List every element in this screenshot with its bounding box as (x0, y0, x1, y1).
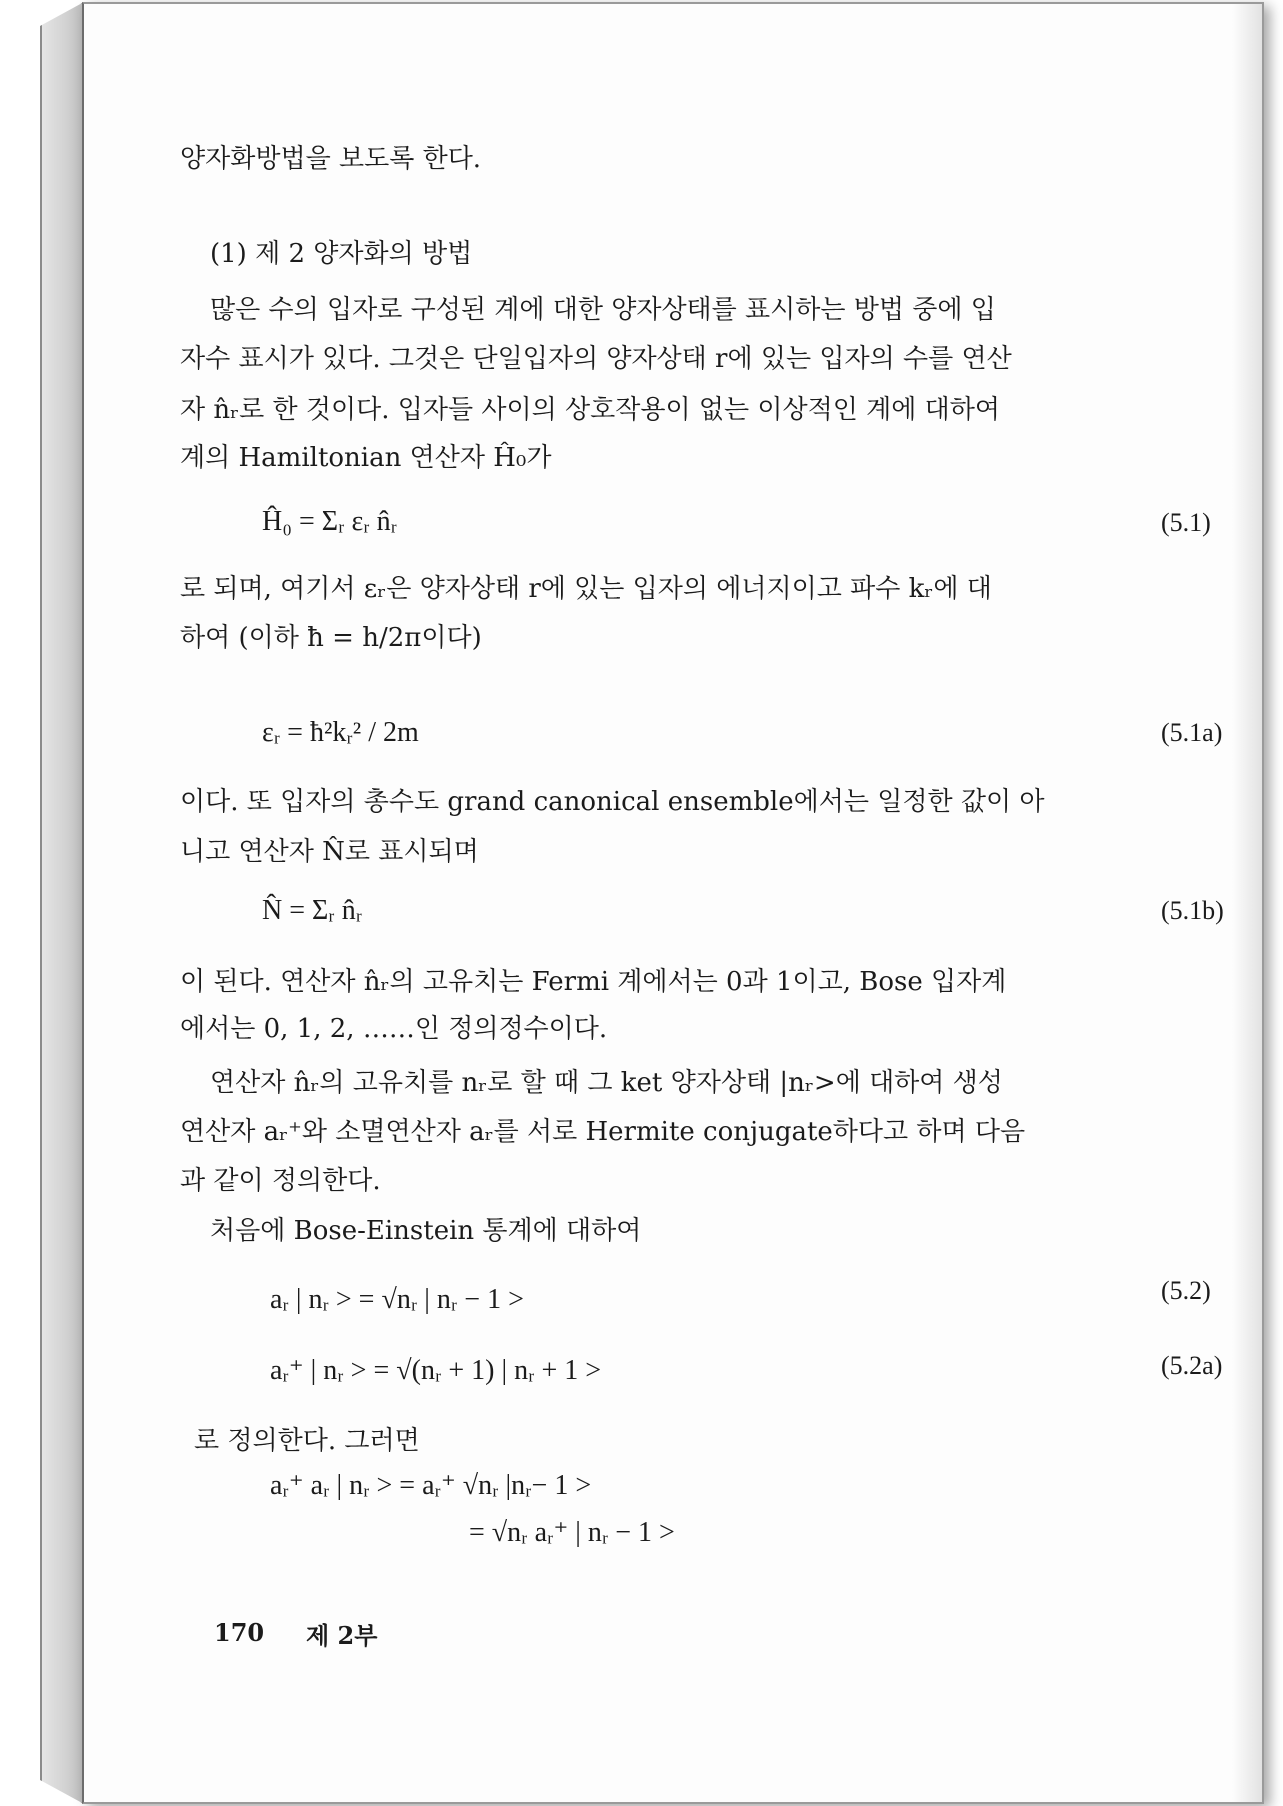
equation: aᵣ | nᵣ > = √nᵣ | nᵣ − 1 > (270, 1284, 524, 1315)
text-line: 로 되며, 여기서 εᵣ은 양자상태 r에 있는 입자의 에너지이고 파수 kᵣ에 대 (180, 574, 992, 604)
text-line: 이다. 또 입자의 총수도 grand canonical ensemble에서는 일정한 값이 아 (180, 787, 1045, 817)
text-line: 과 같이 정의한다. (180, 1166, 381, 1196)
page-sheet (82, 2, 1264, 1804)
text-line: 많은 수의 입자로 구성된 계에 대한 양자상태를 표시하는 방법 중에 입 (210, 295, 996, 325)
equation: N̂ = Σᵣ n̂ᵣ (262, 895, 363, 926)
equation-number: (5.1) (1161, 508, 1211, 537)
equation: aᵣ⁺ aᵣ | nᵣ > = aᵣ⁺ √nᵣ |nᵣ− 1 > (270, 1470, 592, 1501)
text-line: 에서는 0, 1, 2, ……인 정의정수이다. (180, 1014, 608, 1044)
equation: Ĥ₀ = Σᵣ εᵣ n̂ᵣ (262, 506, 398, 537)
equation: εᵣ = ħ²kᵣ² / 2m (262, 717, 419, 748)
book-spine (40, 2, 84, 1804)
text-line: 양자화방법을 보도록 한다. (180, 144, 482, 174)
text-line: 니고 연산자 N̂로 표시되며 (180, 837, 479, 867)
text-line: 연산자 aᵣ⁺와 소멸연산자 aᵣ를 서로 Hermite conjugate하다고 하며 다음 (180, 1117, 1026, 1147)
equation-number: (5.1b) (1161, 896, 1224, 925)
equation: aᵣ⁺ | nᵣ > = √(nᵣ + 1) | nᵣ + 1 > (270, 1355, 602, 1386)
section-heading: (1) 제 2 양자화의 방법 (210, 239, 473, 269)
text-line: 처음에 Bose-Einstein 통계에 대하여 (210, 1216, 642, 1246)
equation-number: (5.1a) (1161, 718, 1223, 747)
page-number: 170 (214, 1618, 265, 1647)
page-edge-shadow (1232, 4, 1262, 1802)
text-line: 자 n̂ᵣ로 한 것이다. 입자들 사이의 상호작용이 없는 이상적인 계에 대하여 (180, 395, 1000, 425)
equation-number: (5.2a) (1161, 1351, 1223, 1380)
text-line: 하여 (이하 ħ = h/2π이다) (180, 623, 482, 653)
text-line: 계의 Hamiltonian 연산자 Ĥ₀가 (180, 443, 552, 473)
text-line: 로 정의한다. 그러면 (194, 1426, 420, 1456)
equation: = √nᵣ aᵣ⁺ | nᵣ − 1 > (469, 1517, 675, 1548)
text-line: 자수 표시가 있다. 그것은 단일입자의 양자상태 r에 있는 입자의 수를 연산 (180, 344, 1012, 374)
equation-number: (5.2) (1161, 1276, 1211, 1305)
text-line: 연산자 n̂ᵣ의 고유치를 nᵣ로 할 때 그 ket 양자상태 |nᵣ>에 대하여 생성 (210, 1068, 1003, 1098)
text-line: 이 된다. 연산자 n̂ᵣ의 고유치는 Fermi 계에서는 0과 1이고, Bose 입자계 (180, 967, 1007, 997)
part-label: 제 2부 (306, 1621, 378, 1650)
